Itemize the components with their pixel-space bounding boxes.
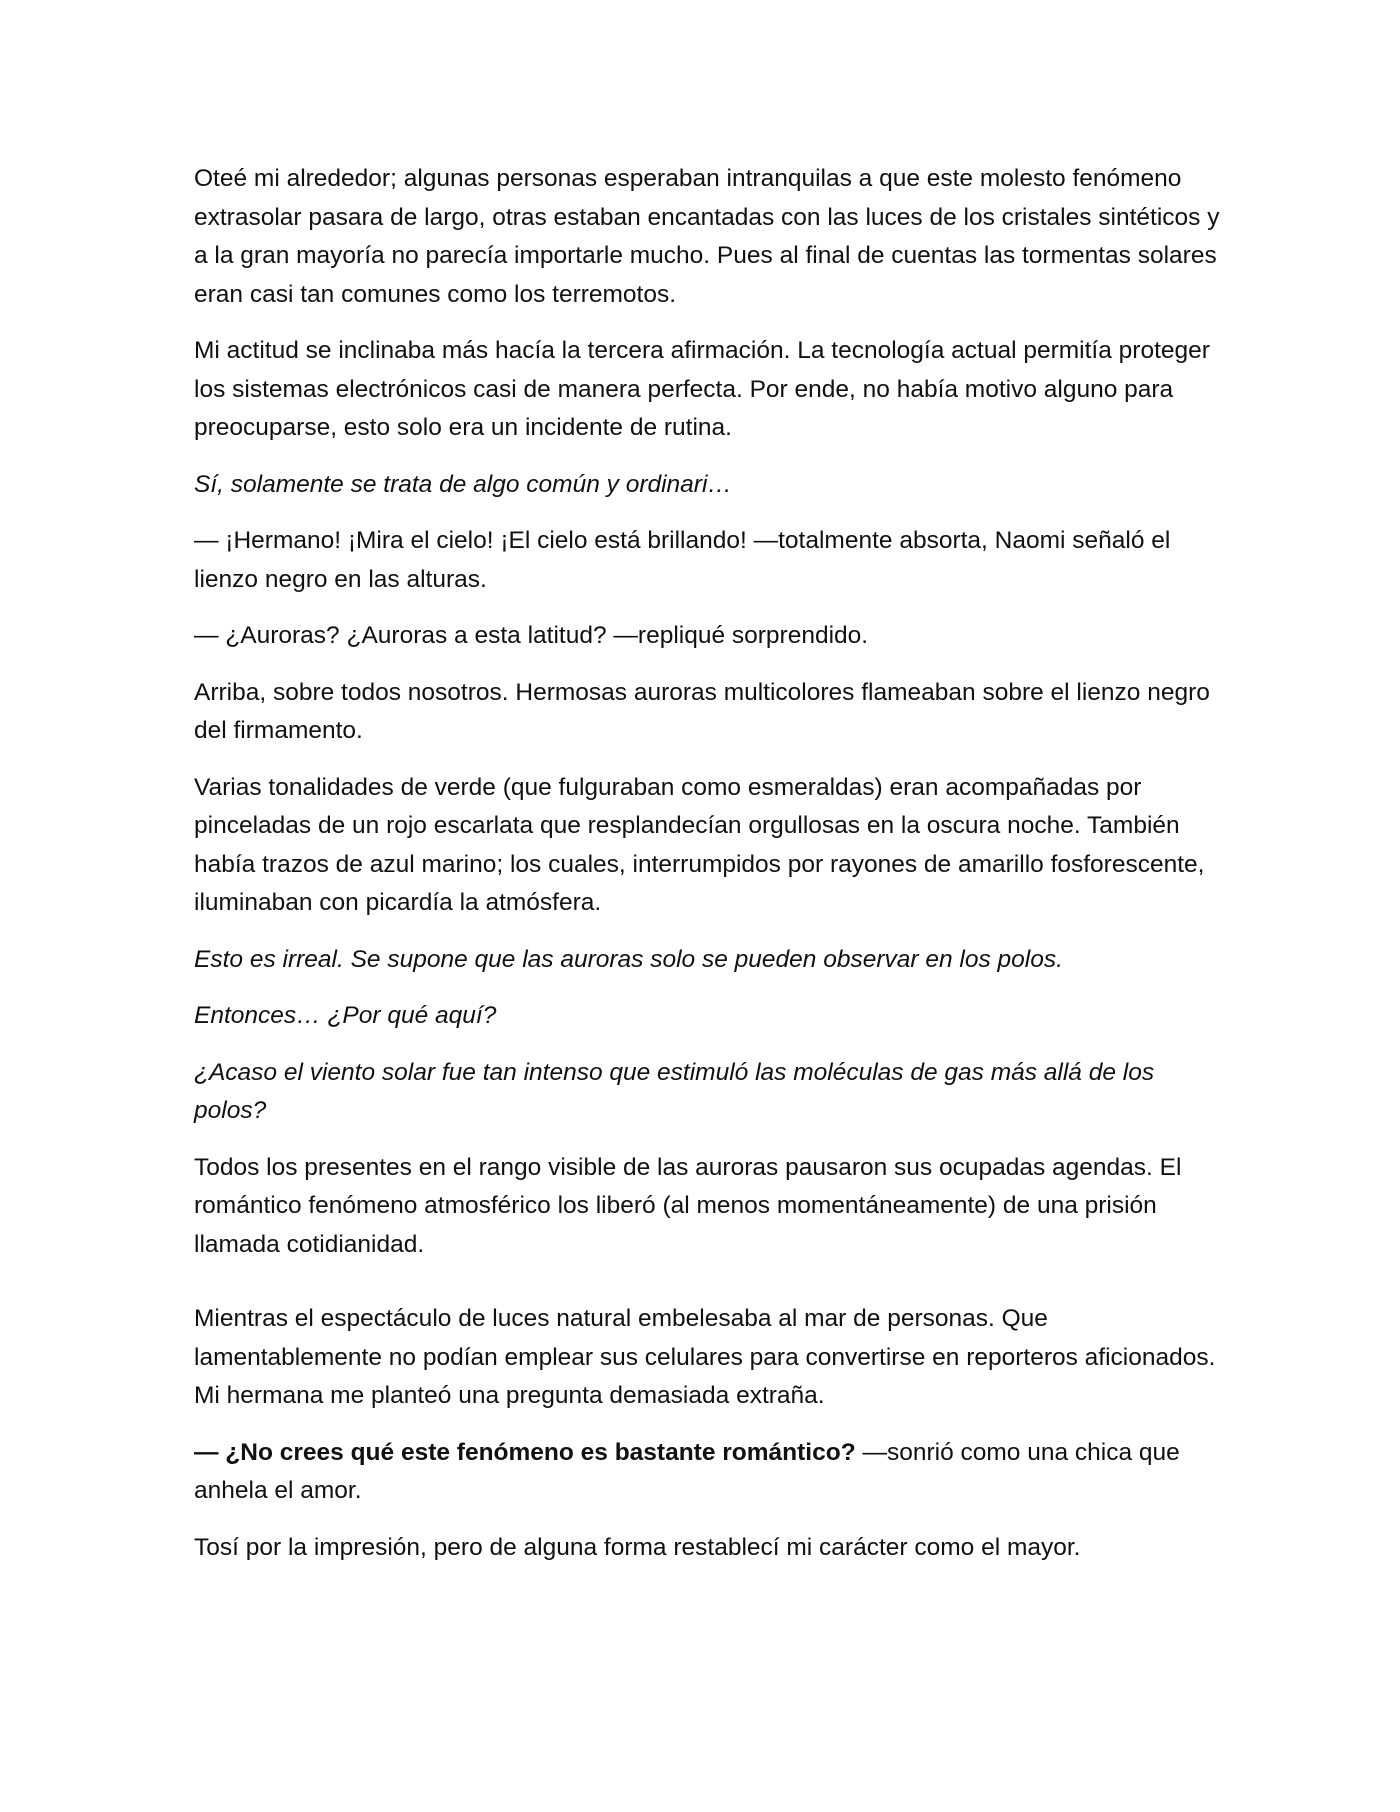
- thought-paragraph: Esto es irreal. Se supone que las auroras solo se pueden observar en los polos.: [194, 945, 1063, 973]
- thought-paragraph: Sí, solamente se trata de algo común y ordinari…: [194, 470, 732, 498]
- dialogue-paragraph: [194, 1434, 1224, 1511]
- paragraph: Oteé mi alrededor; algunas personas esperaban intranquilas a que este molesto fenómeno extrasolar pasara de largo, otras estaban encantadas con las luces de los cristales sintéticos y a la gran mayoría no parecía importarle mucho. Pues al final de cuentas las tormentas solares eran casi tan comunes como los terremotos.: [194, 165, 1220, 308]
- dialogue-paragraph: — ¿Auroras? ¿Auroras a esta latitud? —repliqué sorprendido.: [194, 622, 869, 649]
- document-body: [194, 160, 1224, 1585]
- paragraph: Tosí por la impresión, pero de alguna forma restablecí mi carácter como el mayor.: [194, 1533, 1081, 1561]
- thought-paragraph: Entonces… ¿Por qué aquí?: [194, 1002, 497, 1029]
- bold-dialogue-text: — ¿No crees qué este fenómeno es bastante romántico?: [194, 1438, 856, 1466]
- dialogue-tag-text: —sonrió como una chica que anhela el amor.: [194, 1438, 1180, 1504]
- dialogue-paragraph: — ¡Hermano! ¡Mira el cielo! ¡El cielo está brillando! —totalmente absorta, Naomi señaló el lienzo negro en las alturas.: [194, 527, 1171, 593]
- paragraph: Todos los presentes en el rango visible de las auroras pausaron sus ocupadas agendas. El romántico fenómeno atmosférico los liberó (al menos momentáneamente) de una prisión llamada cotidianidad.: [194, 1153, 1182, 1258]
- paragraph: Mientras el espectáculo de luces natural embelesaba al mar de personas. Que lamentablemente no podían emplear sus celulares para convertirse en reporteros aficionados. Mi hermana me planteó una pregunta demasiada extraña.: [194, 1305, 1216, 1409]
- paragraph: Varias tonalidades de verde (que fulguraban como esmeraldas) eran acompañadas por pinceladas de un rojo escarlata que resplandecían orgullosas en la oscura noche. También había trazos de azul marino; los cuales, interrumpidos por rayones de amarillo fosforescente, iluminaban con picardía la atmósfera.: [194, 773, 1205, 916]
- paragraph: Mi actitud se inclinaba más hacía la tercera afirmación. La tecnología actual permitía proteger los sistemas electrónicos casi de manera perfecta. Por ende, no había motivo alguno para preocuparse, esto solo era un incidente de rutina.: [194, 337, 1210, 441]
- thought-paragraph: ¿Acaso el viento solar fue tan intenso que estimuló las moléculas de gas más allá de los polos?: [194, 1058, 1155, 1124]
- paragraph: Arriba, sobre todos nosotros. Hermosas auroras multicolores flameaban sobre el lienzo negro del firmamento.: [194, 678, 1210, 744]
